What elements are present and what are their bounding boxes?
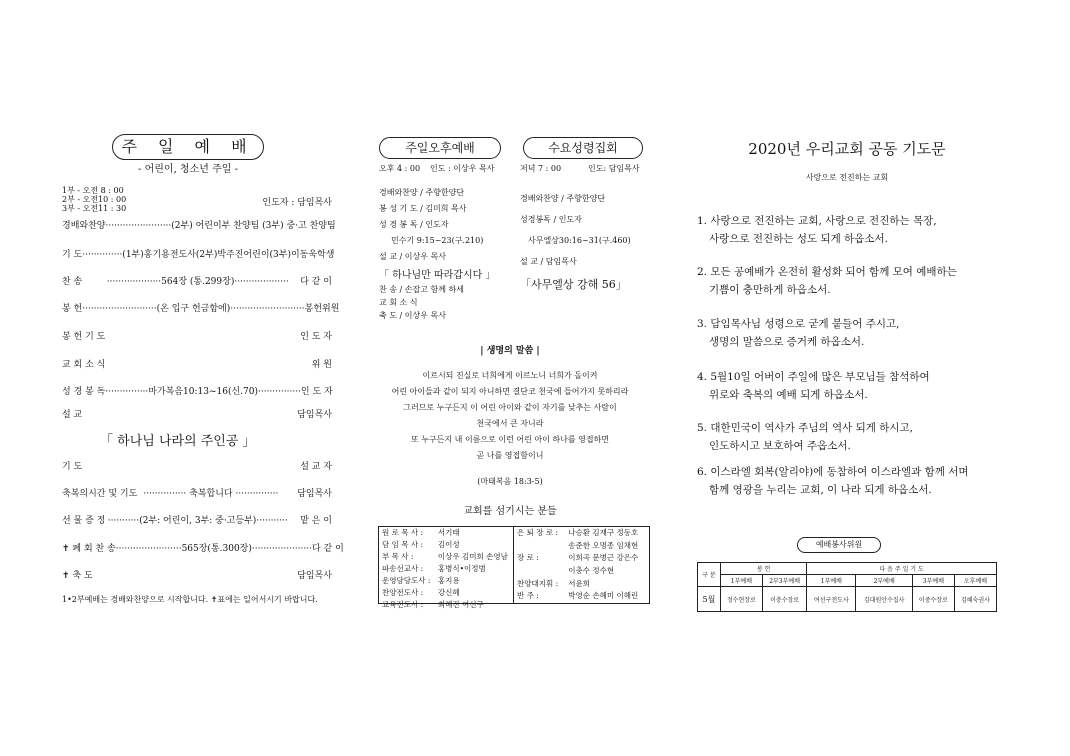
servant-role: 교육전도사 : [382,600,424,609]
order-row [62,386,332,398]
order-person: 담임목사 [297,410,332,420]
duty-subheader-cell: 1부예배 [807,575,856,587]
order-person: 위 원 [311,360,332,370]
prayer-line: 인도하시고 보호하여 주옵소서. [709,440,851,452]
prayer-line: 6. 이스라엘 회복(알리야)에 동참하여 이스라엘과 함께 서며 [697,466,969,478]
servant-row [514,590,648,603]
order-label: 기 도 [62,250,83,260]
order-detail [122,461,274,473]
servant-role: 찬양전도사 : [382,588,424,597]
order-row [62,331,332,343]
order-row [62,409,332,421]
service-times [62,186,126,213]
wednesday-item: 경배와찬양 / 주향한양단 [520,194,606,203]
word-title: | 생명의 말씀 | [480,346,540,356]
servant-role: 은 퇴 장 로 : [517,528,559,537]
order-label: 성 경 봉 독 [62,387,106,397]
order-label: 봉 헌 [62,304,83,314]
order-row [62,488,332,500]
order-label: 설 교 [62,410,83,420]
order-detail [122,331,274,343]
servants-box [378,526,650,609]
duty-month: 5월 [698,587,721,612]
order-detail [122,570,274,582]
word-reference: (마태복음 18:3-5) [477,477,543,486]
servant-row [514,527,648,540]
order-detail: ·······················(2부) 어린이부 찬양팀 (3부) 중·고 찬양팀 [105,221,336,231]
duty-header-cell: 다 음 주 일 기 도 [807,563,997,575]
order-person: 담임목사 [297,571,332,581]
order-detail: ·······················565장(통.300장)····················· [115,544,312,554]
order-row [62,249,335,261]
servants-right [514,527,648,603]
prayer-subtitle: 사랑으로 전진하는 교회 [805,173,889,182]
footnote: 1•2부예배는 경배와찬양으로 시작합니다. ✝표에는 일어서시기 바랍니다. [62,595,318,604]
order-person: 봉헌위원 [304,304,340,314]
duty-table [697,562,997,612]
order-person: 다 같 이 [311,544,344,554]
afternoon-item: 찬 송 / 손잡고 함께 하세 [379,285,464,294]
servant-row [379,575,513,587]
order-row [62,570,332,582]
servant-name: 강신혜 [437,588,460,597]
order-label: ✝ 축 도 [62,571,93,581]
order-row [62,303,340,315]
duty-subheader-row [698,575,997,587]
word-verses [370,368,650,464]
afternoon-item: 민수기 9:15~23(구.210) [391,236,484,245]
servant-row [514,552,648,565]
order-row [62,461,332,473]
duty-subheader-cell: 1부예배 [720,575,762,587]
afternoon-item: 교 회 소 식 [379,298,418,307]
afternoon-sermon: 「 하나님만 따라갑시다 」 [379,270,496,281]
afternoon-time: 오후 4 : 00 [379,164,421,173]
servant-role: 찬양대지휘 : [517,578,559,588]
prayer-item [697,212,997,248]
duty-subheader-cell: 2부예배 [856,575,912,587]
servant-name: 나승환 김재구 정동호 [568,528,639,537]
servant-row [379,599,513,611]
order-detail: ···············마가복음10:13~16(신.70)··············· [105,387,301,397]
wednesday-item: 사무엘상30:16~31(구.460) [528,236,631,245]
servant-role: 운영담당도사 : [382,576,431,585]
servant-name: 서윤희 [568,578,591,588]
prayer-line: 기쁨이 충만하게 하옵소서. [709,284,831,296]
order-label: ✝ 폐 회 찬 송 [62,544,116,554]
duty-header-row [698,563,997,575]
verse-line: 이르시되 진실로 너희에게 이르노니 너희가 돌이켜 [422,371,598,380]
servant-name: 서기태 [437,528,460,537]
prayer-item [697,463,997,499]
order-detail: ··············(1부)홍기용전도사(2부)박주진어린이(3부)이동욱학생 [82,250,335,260]
afternoon-leader: 인도 : 이상우 목사 [430,164,495,173]
order-row [62,276,332,288]
prayer-line: 2. 모든 공예배가 온전히 활성화 되어 함께 모여 예배하는 [697,266,957,278]
wednesday-item: 성경봉독 / 인도자 [520,215,582,224]
servant-row [379,587,513,599]
afternoon-item: 축 도 / 이상우 목사 [379,311,446,320]
duty-cell: 정수현장로 [720,587,762,612]
servant-role: 부 목 사 : [382,552,414,561]
order-person: 설 교 자 [300,462,332,472]
servant-row [379,563,513,575]
prayer-item [697,315,997,351]
duty-row [698,587,997,612]
wednesday-order [520,188,631,272]
order-label: 찬 송 [62,277,83,287]
servant-name: 이희곡 문병근 강은수 [568,553,639,563]
servant-row [379,527,513,539]
prayer-line: 4. 5월10일 어버이 주일에 많은 부모님들 참석하여 [697,371,930,383]
verse-line: 그러므로 누구든지 이 어린 아이와 같이 자기를 낮추는 사람이 [403,403,617,412]
afternoon-item: 경배와찬양 / 주향한양단 [379,188,465,197]
servant-role [514,540,565,553]
servant-name: 박영순 손혜미 이혜린 [568,591,639,601]
servant-role: 파송선교사 : [382,564,424,573]
servants-title: 교회를 섬기시는 분들 [463,506,557,517]
servant-row [379,539,513,551]
order-person: 맡 은 이 [300,516,332,526]
verse-line: 천국에서 큰 자니라 [476,419,544,428]
order-detail: ··············· 축복합니다 ··············· [143,489,279,499]
prayer-item [697,368,997,404]
servant-name: 홍병식•이정범 [437,564,486,573]
order-label: 교 회 소 식 [62,360,106,370]
servant-role [514,565,565,578]
duty-header-cell: 구 분 [698,563,721,587]
duty-title: 예배봉사위원 [797,537,881,553]
servant-role: 담 임 목 사 : [382,540,424,549]
main-service-title: 주 일 예 배 [112,134,264,160]
order-person: 담임목사 [297,489,332,499]
servant-role: 장 로 : [517,553,539,563]
duty-cell: 김대원안수집사 [856,587,912,612]
duty-cell: 김혜숙권사 [954,587,996,612]
servant-name: 최혜진 여선구 [437,600,484,609]
servant-row [514,578,648,591]
prayer-item [697,419,997,455]
wednesday-item: 설 교 / 담임목사 [520,257,577,266]
prayer-item [697,263,997,299]
wednesday-time: 저녁 7 : 00 [520,164,562,173]
prayer-line: 생명의 말씀으로 증거케 하옵소서. [709,336,865,348]
order-label: 기 도 [62,462,83,472]
order-person: 다 같 이 [300,277,332,287]
order-label: 선 물 증 정 [62,516,106,526]
duty-subheader-cell: 2부3부예배 [762,575,806,587]
wednesday-service-title: 수요성령집회 [523,137,643,159]
service-time: 3부 - 오전11 : 30 [62,204,127,213]
wednesday-leader: 인도: 담임목사 [588,164,640,173]
afternoon-item: 설 교 / 이상우 목사 [379,252,446,261]
servant-row [514,540,648,553]
order-row [62,220,336,232]
order-row [62,543,344,555]
order-person: 인 도 자 [300,332,332,342]
order-label: 봉 헌 기 도 [62,332,106,342]
prayer-line: 3. 담임목사님 성령으로 굳게 붙들어 주시고, [697,318,900,330]
afternoon-order [379,185,483,265]
servant-name: 이상우 김미희 손영남 [437,552,508,561]
sermon-title: 「 하나님 나라의 주인공 」 [100,434,256,449]
order-detail: ··························(온 입구 헌금함에)·························· [82,304,305,314]
prayer-line: 5. 대한민국이 역사가 주님의 역사 되게 하시고, [697,422,913,434]
order-detail [122,409,274,421]
afternoon-service-title: 주일오후예배 [379,137,501,159]
order-label: 축복의시간 및 기도 [62,489,138,499]
order-detail [122,359,274,371]
prayer-line: 함께 영광을 누리는 교회, 이 나라 되게 하옵소서. [709,484,932,496]
main-service-subtitle: - 어린이, 청소년 주일 - [138,164,238,175]
wednesday-sermon: 「사무엘상 강해 56」 [520,278,627,291]
order-person: 인 도 자 [300,387,333,397]
order-row [62,515,332,527]
order-row [62,359,332,371]
duty-cell: 이충수장로 [762,587,806,612]
service-time: 1부 - 오전 8 : 00 [62,186,124,195]
order-detail: ···········(2부: 어린이, 3부: 중·고등부)··········· [107,516,288,526]
duty-cell: 이중수장로 [912,587,954,612]
duty-header-cell: 봉 헌 [720,563,806,575]
afternoon-item: 성 경 봉 독 / 인도자 [379,220,449,229]
main-leader: 인도자 : 담임목사 [262,198,332,208]
service-time: 2부 - 오전10 : 00 [62,195,127,204]
prayer-line: 위로와 축복의 예배 되게 하옵소서. [709,389,868,401]
order-label: 경배와찬양 [62,221,106,231]
verse-line: 또 누구든지 내 이름으로 이런 어린 아이 하나를 영접하면 [410,435,610,444]
verse-line: 곧 나를 영접함이니 [476,451,544,460]
prayer-line: 1. 사랑으로 전진하는 교회, 사랑으로 전진하는 목장, [697,215,937,227]
servant-name: 송준한 오명종 임채현 [568,540,639,550]
duty-subheader-cell: 오후예배 [954,575,996,587]
afternoon-item: 봉 성 기 도 / 김미희 목사 [379,204,467,213]
servants-left [379,527,513,611]
verse-line: 어린 아이들과 같이 되지 아니하면 결단코 천국에 들어가지 못하리라 [391,387,629,396]
servant-role: 원 로 목 사 : [382,528,424,537]
servant-name: 이충수 정수현 [568,565,615,575]
duty-cell: 여선구전도사 [807,587,856,612]
servant-row [379,551,513,563]
duty-subheader-cell: 3부예배 [912,575,954,587]
servant-role: 반 주 : [517,591,539,601]
afternoon-order-2 [379,283,464,322]
prayer-title: 2020년 우리교회 공동 기도문 [748,140,946,158]
servant-name: 홍지용 [437,576,460,585]
servant-name: 김이성 [437,540,460,549]
servant-row [514,565,648,578]
order-detail: ···················564장 (통.299장)··················· [106,277,289,287]
prayer-line: 사랑으로 전진하는 성도 되게 하옵소서. [709,233,888,245]
